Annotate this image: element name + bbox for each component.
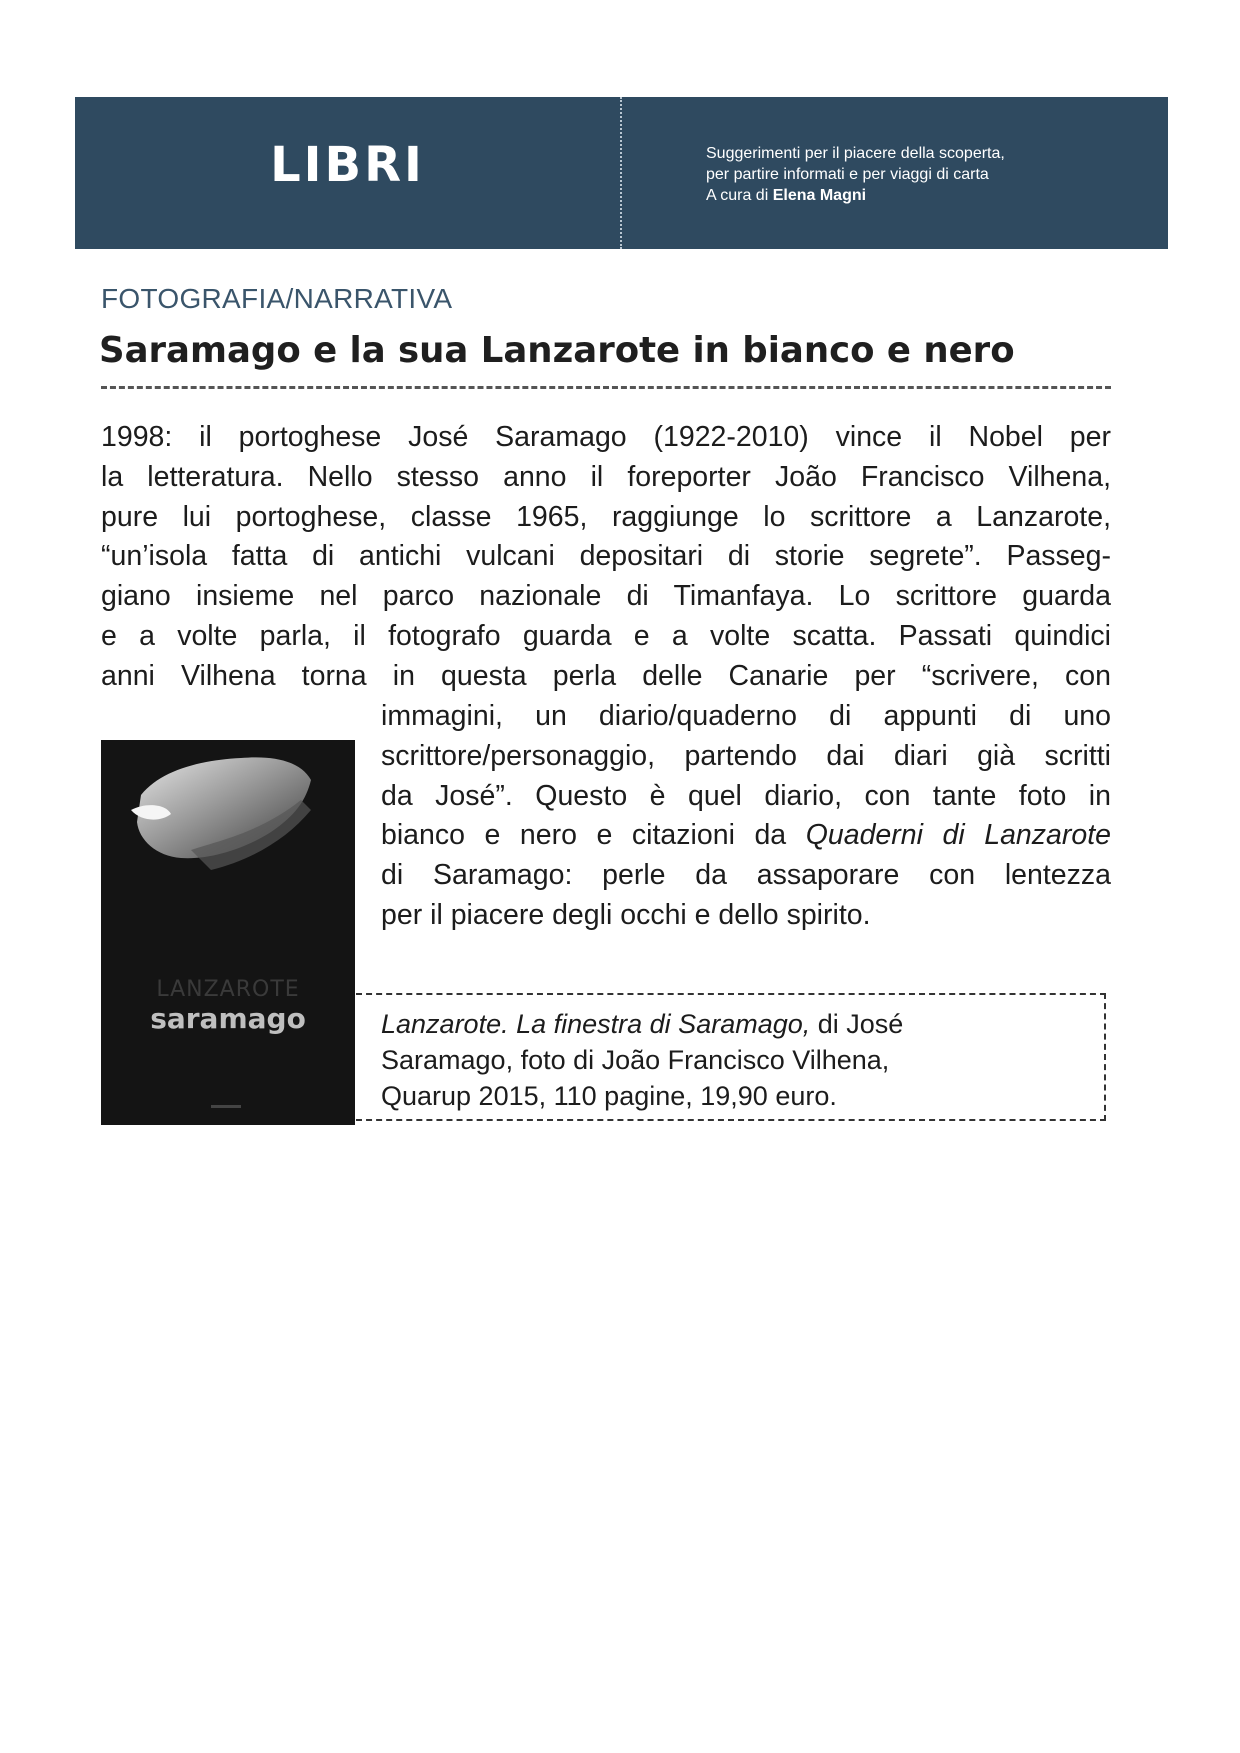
body-line: da José”. Questo è quel diario, con tante foto in bbox=[381, 779, 1111, 812]
note-prefix: A cura di bbox=[706, 187, 773, 204]
book-info-line-1 bbox=[381, 1006, 1081, 1042]
body-line: anni Vilhena torna in questa perla delle Canarie per “scrivere, con bbox=[101, 659, 1111, 692]
body-line: per il piacere degli occhi e dello spirito. bbox=[381, 898, 871, 931]
article-headline: Saramago e la sua Lanzarote in bianco e nero bbox=[99, 330, 1015, 371]
banner-divider bbox=[620, 97, 622, 249]
book-cover-image bbox=[101, 740, 355, 1125]
book-info bbox=[381, 1006, 1081, 1114]
article-category: FOTOGRAFIA/NARRATIVA bbox=[101, 283, 453, 314]
headline-divider bbox=[101, 386, 1111, 389]
section-banner bbox=[75, 97, 1168, 249]
article-body-top bbox=[101, 418, 1111, 697]
body-line: di Saramago: perle da assaporare con lentezza bbox=[381, 859, 1111, 892]
cover-author: saramago bbox=[150, 1002, 306, 1035]
body-line: giano insieme nel parco nazionale di Timanfaya. Lo scrittore guarda bbox=[101, 580, 1111, 613]
article-body-right bbox=[381, 697, 1111, 936]
body-line: “un’isola fatta di antichi vulcani depositari di storie segrete”. Passeg- bbox=[101, 540, 1111, 573]
body-line: pure lui portoghese, classe 1965, raggiunge lo scrittore a Lanzarote, bbox=[101, 500, 1111, 533]
cover-island-photo bbox=[101, 740, 355, 1125]
book-info-line-2: Saramago, foto di João Francisco Vilhena, bbox=[381, 1045, 890, 1075]
body-line: immagini, un diario/quaderno di appunti di uno bbox=[381, 700, 1111, 732]
note-line-2: per partire informati e per viaggi di carta bbox=[706, 166, 989, 183]
section-note bbox=[706, 143, 1005, 206]
section-title: LIBRI bbox=[270, 137, 425, 193]
body-line-text: bianco e nero e citazioni da bbox=[381, 819, 806, 852]
body-line: la letteratura. Nello stesso anno il foreporter João Francisco Vilhena, bbox=[101, 460, 1111, 493]
cited-book-title: Quaderni di Lanzarote bbox=[805, 819, 1111, 852]
body-line bbox=[381, 816, 1111, 856]
book-title: Lanzarote. La finestra di Saramago, bbox=[381, 1009, 811, 1039]
cover-subtitle: LANZAROTE bbox=[156, 977, 300, 1002]
body-line: scrittore/personaggio, partendo dai diari già scritti bbox=[381, 739, 1111, 772]
note-line-3 bbox=[706, 185, 1005, 206]
editor-name: Elena Magni bbox=[772, 187, 867, 204]
book-info-line-3: Quarup 2015, 110 pagine, 19,90 euro. bbox=[381, 1081, 837, 1111]
book-author-prefix: di José bbox=[810, 1009, 904, 1039]
note-line-1: Suggerimenti per il piacere della scoperta, bbox=[706, 145, 1005, 162]
body-line: 1998: il portoghese José Saramago (1922-2010) vince il Nobel per bbox=[101, 421, 1111, 453]
body-line: e a volte parla, il fotografo guarda e a volte scatta. Passati quindici bbox=[101, 619, 1111, 652]
